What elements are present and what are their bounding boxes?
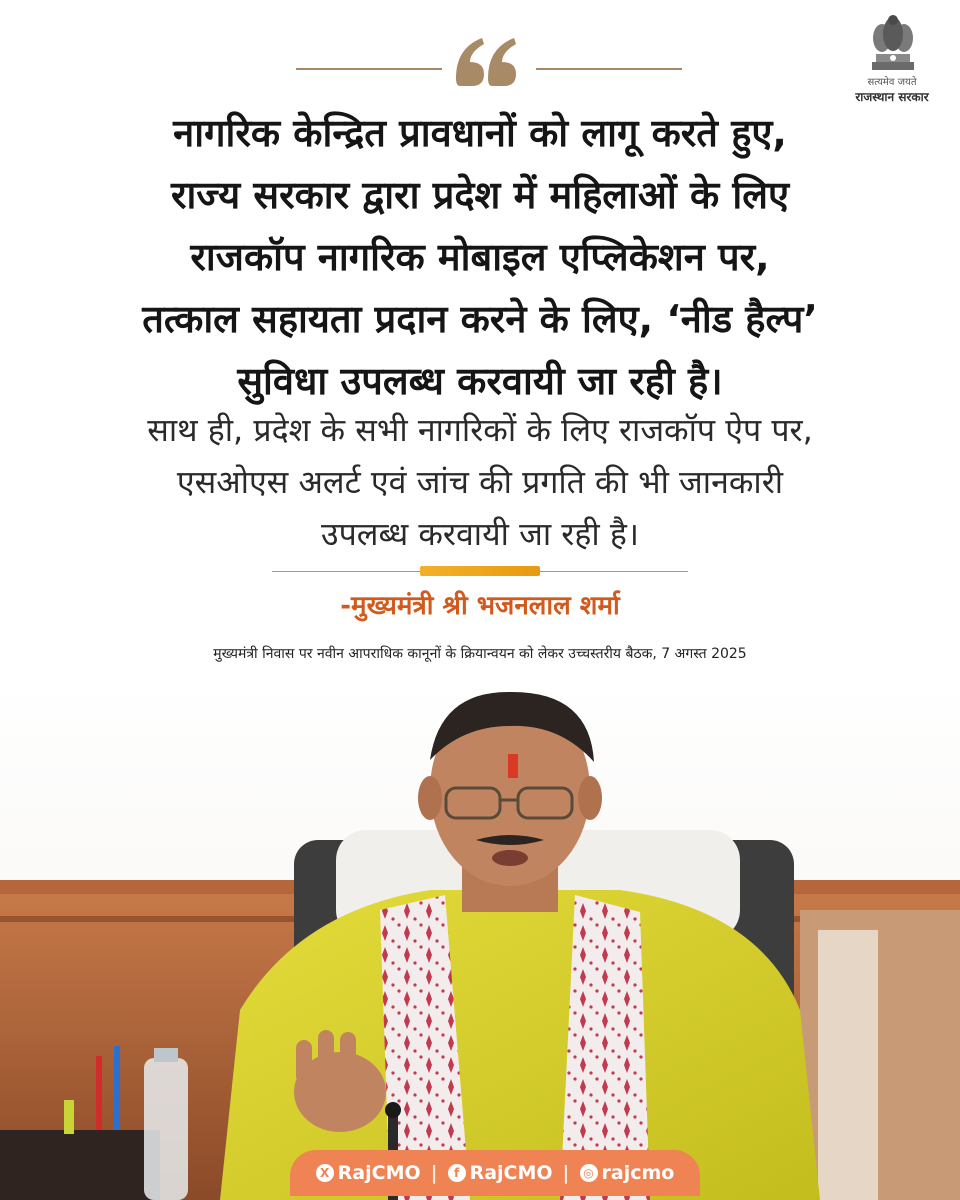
instagram-handle: rajcmo	[601, 1162, 675, 1184]
attribution: -मुख्यमंत्री श्री भजनलाल शर्मा	[340, 591, 620, 621]
national-emblem-icon	[858, 10, 928, 80]
emblem-label: राजस्थान सरकार	[855, 90, 929, 104]
headline-line: नागरिक केन्द्रित प्रावधानों को लागू करते हुए,	[173, 111, 787, 155]
photo-speaker	[0, 680, 960, 1200]
facebook-icon: f	[448, 1164, 466, 1182]
x-logo-icon: X	[316, 1164, 334, 1182]
headline-line: राजकॉप नागरिक मोबाइल एप्लिकेशन पर,	[190, 235, 770, 279]
emblem-motto: सत्यमेव जयते	[867, 77, 917, 88]
social-x[interactable]	[316, 1162, 421, 1184]
social-instagram[interactable]	[580, 1162, 675, 1184]
social-bar	[290, 1150, 700, 1196]
divider-accent	[420, 566, 540, 576]
event-caption: मुख्यमंत्री निवास पर नवीन आपराधिक कानूनों के क्रियान्वयन को लेकर उच्चस्तरीय बैठक, 7 अगस्त 2025	[213, 646, 747, 662]
instagram-icon: ◎	[580, 1164, 598, 1182]
subtext	[40, 404, 920, 560]
headline-line: तत्काल सहायता प्रदान करने के लिए, ‘नीड हैल्प’	[142, 297, 818, 341]
social-separator: |	[430, 1162, 438, 1184]
quote-rule-left	[296, 68, 442, 70]
quote-icon	[452, 26, 524, 98]
subtext-line: एसओएस अलर्ट एवं जांच की प्रगति की भी जानकारी	[176, 463, 784, 501]
x-handle: RajCMO	[337, 1162, 421, 1184]
headline	[40, 102, 920, 412]
social-facebook[interactable]	[448, 1162, 553, 1184]
social-separator: |	[562, 1162, 570, 1184]
facebook-handle: RajCMO	[469, 1162, 553, 1184]
subtext-line: उपलब्ध करवायी जा रही है।	[321, 515, 639, 553]
headline-line: सुविधा उपलब्ध करवायी जा रही है।	[237, 359, 723, 403]
headline-line: राज्य सरकार द्वारा प्रदेश में महिलाओं के लिए	[171, 173, 789, 217]
subtext-line: साथ ही, प्रदेश के सभी नागरिकों के लिए राजकॉप ऐप पर,	[147, 411, 813, 449]
quote-rule-right	[536, 68, 682, 70]
